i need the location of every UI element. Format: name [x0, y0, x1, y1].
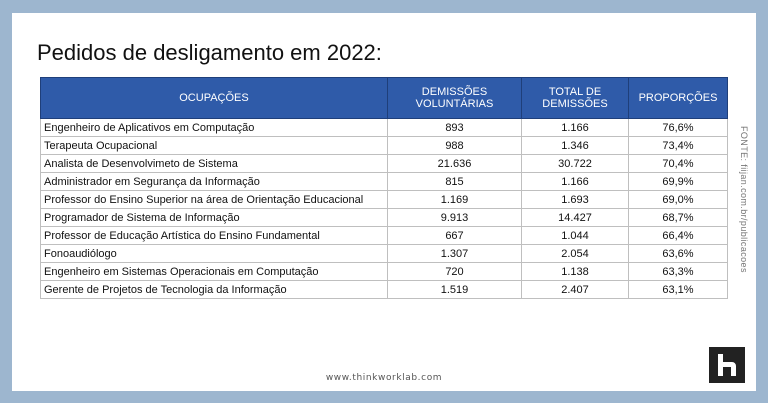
total-cell: 1.166: [522, 173, 629, 191]
total-cell: 1.346: [522, 137, 629, 155]
logo-h-icon: [709, 347, 745, 383]
total-cell: 1.138: [522, 263, 629, 281]
table-row: [41, 155, 728, 173]
proportion-cell: 70,4%: [629, 155, 728, 173]
table-row: [41, 209, 728, 227]
table-header-row: [41, 78, 728, 119]
table-row: [41, 245, 728, 263]
table-row: [41, 191, 728, 209]
occupation-cell: Engenheiro em Sistemas Operacionais em Computação: [41, 263, 388, 281]
total-cell: 30.722: [522, 155, 629, 173]
occupation-cell: Analista de Desenvolvimeto de Sistema: [41, 155, 388, 173]
total-cell: 1.166: [522, 119, 629, 137]
voluntary-cell: 9.913: [388, 209, 522, 227]
table-row: [41, 173, 728, 191]
occupation-cell: Professor de Educação Artística do Ensino Fundamental: [41, 227, 388, 245]
voluntary-cell: 1.169: [388, 191, 522, 209]
voluntary-cell: 893: [388, 119, 522, 137]
total-cell: 2.054: [522, 245, 629, 263]
table-row: [41, 227, 728, 245]
table-row: [41, 263, 728, 281]
page-title: Pedidos de desligamento em 2022:: [37, 40, 382, 65]
header-occupations: OCUPAÇÕES: [41, 78, 388, 119]
occupation-cell: Engenheiro de Aplicativos em Computação: [41, 119, 388, 137]
table-row: [41, 137, 728, 155]
resignations-table: [40, 77, 728, 299]
voluntary-cell: 1.307: [388, 245, 522, 263]
total-cell: 14.427: [522, 209, 629, 227]
voluntary-cell: 988: [388, 137, 522, 155]
occupation-cell: Programador de Sistema de Informação: [41, 209, 388, 227]
proportion-cell: 69,9%: [629, 173, 728, 191]
proportion-cell: 73,4%: [629, 137, 728, 155]
occupation-cell: Administrador em Segurança da Informação: [41, 173, 388, 191]
header-total: TOTAL DE DEMISSÕES: [522, 78, 629, 119]
voluntary-cell: 21.636: [388, 155, 522, 173]
proportion-cell: 63,3%: [629, 263, 728, 281]
occupation-cell: Fonoaudiólogo: [41, 245, 388, 263]
total-cell: 1.693: [522, 191, 629, 209]
table-row: [41, 119, 728, 137]
header-voluntary: DEMISSÕES VOLUNTÁRIAS: [388, 78, 522, 119]
total-cell: 2.407: [522, 281, 629, 299]
occupation-cell: Professor do Ensino Superior na área de Orientação Educacional: [41, 191, 388, 209]
total-cell: 1.044: [522, 227, 629, 245]
voluntary-cell: 1.519: [388, 281, 522, 299]
proportion-cell: 76,6%: [629, 119, 728, 137]
source-note: [737, 126, 751, 276]
brand-logo: [709, 347, 745, 383]
proportion-cell: 63,6%: [629, 245, 728, 263]
footer-website: www.thinkworklab.com: [325, 373, 443, 383]
voluntary-cell: 815: [388, 173, 522, 191]
proportion-cell: 63,1%: [629, 281, 728, 299]
source-text: FONTE: fiijan.com.br/publicacoes: [739, 126, 749, 273]
proportion-cell: 69,0%: [629, 191, 728, 209]
header-proportions: PROPORÇÕES: [629, 78, 728, 119]
proportion-cell: 66,4%: [629, 227, 728, 245]
voluntary-cell: 720: [388, 263, 522, 281]
content-card: [12, 13, 756, 391]
table-row: [41, 281, 728, 299]
occupation-cell: Terapeuta Ocupacional: [41, 137, 388, 155]
voluntary-cell: 667: [388, 227, 522, 245]
occupation-cell: Gerente de Projetos de Tecnologia da Informação: [41, 281, 388, 299]
proportion-cell: 68,7%: [629, 209, 728, 227]
